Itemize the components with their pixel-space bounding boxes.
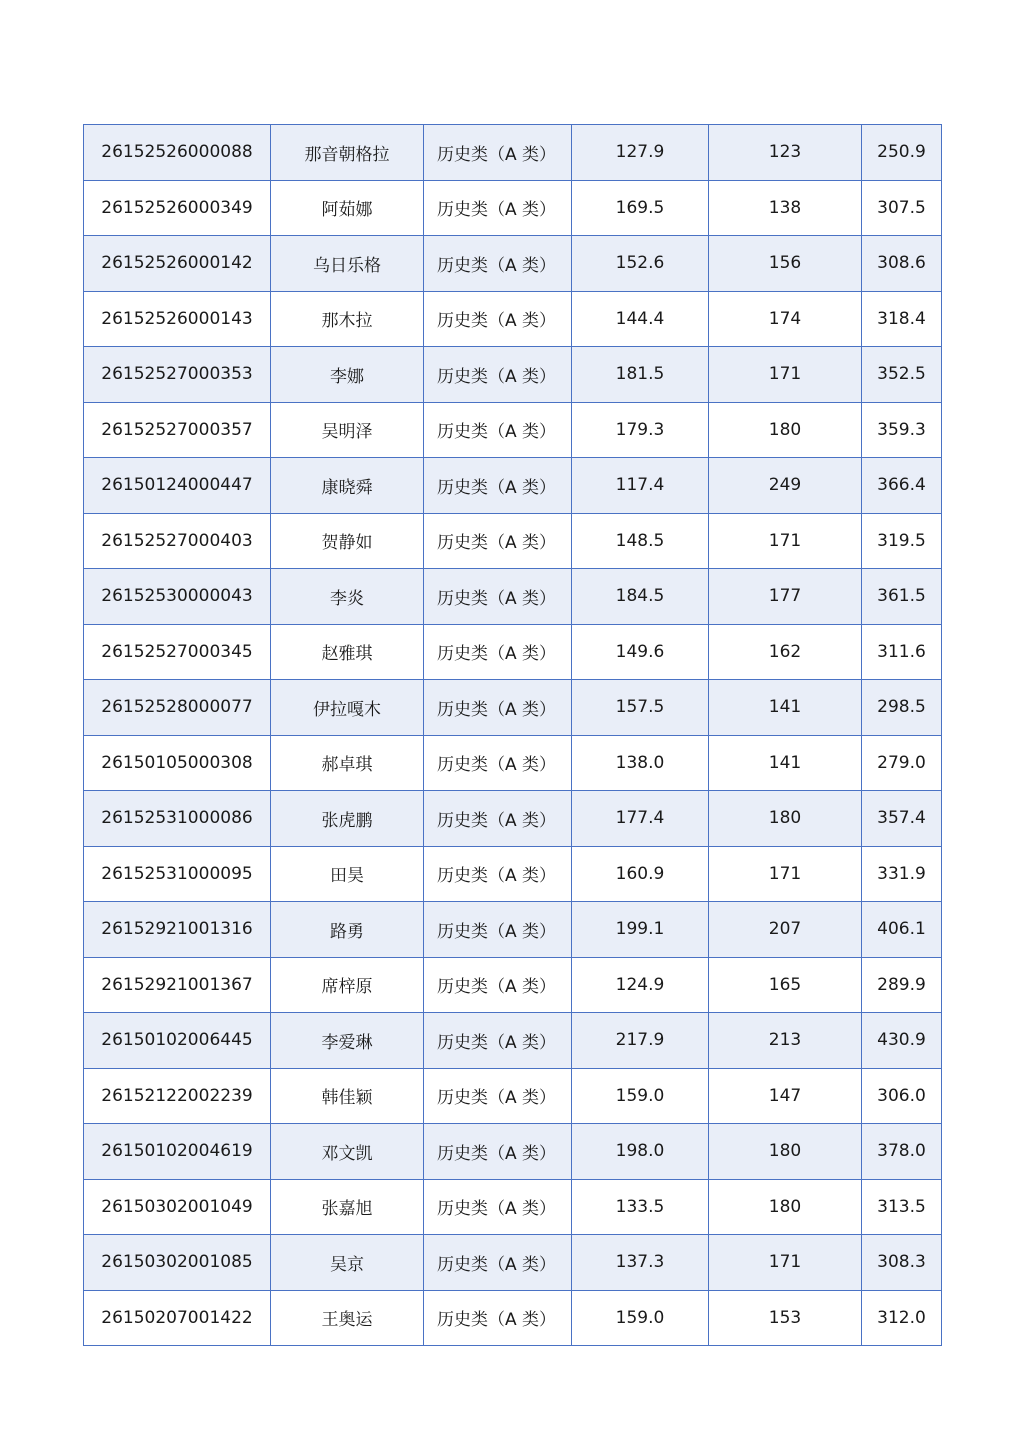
score-table [83, 124, 942, 1346]
total-score-cell: 352.5 [862, 347, 942, 403]
score-a-cell: 160.9 [572, 846, 709, 902]
total-score-cell: 361.5 [862, 569, 942, 625]
table-row [84, 1124, 942, 1180]
subject-category-cell: 历史类（A 类） [424, 1235, 572, 1291]
score-b-cell: 171 [709, 1235, 862, 1291]
score-b-cell: 123 [709, 125, 862, 181]
score-a-cell: 159.0 [572, 1290, 709, 1346]
exam-number-cell: 26152526000349 [84, 180, 271, 236]
subject-category-cell: 历史类（A 类） [424, 957, 572, 1013]
score-b-cell: 180 [709, 402, 862, 458]
subject-category-cell: 历史类（A 类） [424, 735, 572, 791]
exam-number-cell: 26152921001367 [84, 957, 271, 1013]
exam-number-cell: 26152530000043 [84, 569, 271, 625]
score-a-cell: 149.6 [572, 624, 709, 680]
score-a-cell: 138.0 [572, 735, 709, 791]
exam-number-cell: 26152527000357 [84, 402, 271, 458]
student-name-cell: 阿茹娜 [271, 180, 424, 236]
exam-number-cell: 26152527000345 [84, 624, 271, 680]
score-a-cell: 148.5 [572, 513, 709, 569]
exam-number-cell: 26152527000403 [84, 513, 271, 569]
score-b-cell: 147 [709, 1068, 862, 1124]
score-a-cell: 137.3 [572, 1235, 709, 1291]
table-row [84, 1013, 942, 1069]
score-b-cell: 171 [709, 846, 862, 902]
score-b-cell: 165 [709, 957, 862, 1013]
table-row [84, 1235, 942, 1291]
student-name-cell: 赵雅琪 [271, 624, 424, 680]
table-row [84, 791, 942, 847]
total-score-cell: 279.0 [862, 735, 942, 791]
subject-category-cell: 历史类（A 类） [424, 402, 572, 458]
score-a-cell: 181.5 [572, 347, 709, 403]
total-score-cell: 313.5 [862, 1179, 942, 1235]
total-score-cell: 430.9 [862, 1013, 942, 1069]
score-a-cell: 159.0 [572, 1068, 709, 1124]
student-name-cell: 田昊 [271, 846, 424, 902]
subject-category-cell: 历史类（A 类） [424, 1124, 572, 1180]
total-score-cell: 331.9 [862, 846, 942, 902]
score-a-cell: 117.4 [572, 458, 709, 514]
exam-number-cell: 26150102004619 [84, 1124, 271, 1180]
subject-category-cell: 历史类（A 类） [424, 624, 572, 680]
exam-number-cell: 26152526000142 [84, 236, 271, 292]
subject-category-cell: 历史类（A 类） [424, 1179, 572, 1235]
total-score-cell: 319.5 [862, 513, 942, 569]
score-b-cell: 162 [709, 624, 862, 680]
total-score-cell: 250.9 [862, 125, 942, 181]
exam-number-cell: 26150302001085 [84, 1235, 271, 1291]
score-b-cell: 213 [709, 1013, 862, 1069]
student-name-cell: 郝卓琪 [271, 735, 424, 791]
score-a-cell: 177.4 [572, 791, 709, 847]
total-score-cell: 406.1 [862, 902, 942, 958]
table-row [84, 236, 942, 292]
score-table-body [84, 125, 942, 1346]
table-row [84, 957, 942, 1013]
score-b-cell: 174 [709, 291, 862, 347]
student-name-cell: 张虎鹏 [271, 791, 424, 847]
table-row [84, 291, 942, 347]
table-row [84, 125, 942, 181]
total-score-cell: 307.5 [862, 180, 942, 236]
subject-category-cell: 历史类（A 类） [424, 1068, 572, 1124]
subject-category-cell: 历史类（A 类） [424, 347, 572, 403]
subject-category-cell: 历史类（A 类） [424, 569, 572, 625]
score-b-cell: 180 [709, 1124, 862, 1180]
score-a-cell: 144.4 [572, 291, 709, 347]
student-name-cell: 吴明泽 [271, 402, 424, 458]
score-a-cell: 152.6 [572, 236, 709, 292]
table-row [84, 1290, 942, 1346]
exam-number-cell: 26150124000447 [84, 458, 271, 514]
subject-category-cell: 历史类（A 类） [424, 291, 572, 347]
exam-number-cell: 26152526000088 [84, 125, 271, 181]
score-b-cell: 141 [709, 735, 862, 791]
total-score-cell: 366.4 [862, 458, 942, 514]
student-name-cell: 李炎 [271, 569, 424, 625]
table-row [84, 180, 942, 236]
table-row [84, 680, 942, 736]
table-row [84, 902, 942, 958]
student-name-cell: 康晓舜 [271, 458, 424, 514]
subject-category-cell: 历史类（A 类） [424, 846, 572, 902]
subject-category-cell: 历史类（A 类） [424, 125, 572, 181]
student-name-cell: 李娜 [271, 347, 424, 403]
table-row [84, 513, 942, 569]
total-score-cell: 308.6 [862, 236, 942, 292]
subject-category-cell: 历史类（A 类） [424, 236, 572, 292]
exam-number-cell: 26152122002239 [84, 1068, 271, 1124]
score-a-cell: 127.9 [572, 125, 709, 181]
total-score-cell: 308.3 [862, 1235, 942, 1291]
total-score-cell: 312.0 [862, 1290, 942, 1346]
student-name-cell: 席梓原 [271, 957, 424, 1013]
score-b-cell: 249 [709, 458, 862, 514]
score-b-cell: 153 [709, 1290, 862, 1346]
student-name-cell: 韩佳颖 [271, 1068, 424, 1124]
exam-number-cell: 26152527000353 [84, 347, 271, 403]
student-name-cell: 吴京 [271, 1235, 424, 1291]
subject-category-cell: 历史类（A 类） [424, 680, 572, 736]
score-a-cell: 124.9 [572, 957, 709, 1013]
exam-number-cell: 26152526000143 [84, 291, 271, 347]
subject-category-cell: 历史类（A 类） [424, 1013, 572, 1069]
exam-number-cell: 26152528000077 [84, 680, 271, 736]
score-a-cell: 217.9 [572, 1013, 709, 1069]
student-name-cell: 王奥运 [271, 1290, 424, 1346]
subject-category-cell: 历史类（A 类） [424, 513, 572, 569]
score-a-cell: 199.1 [572, 902, 709, 958]
score-a-cell: 179.3 [572, 402, 709, 458]
exam-number-cell: 26150102006445 [84, 1013, 271, 1069]
student-name-cell: 乌日乐格 [271, 236, 424, 292]
score-b-cell: 180 [709, 1179, 862, 1235]
table-row [84, 569, 942, 625]
table-row [84, 458, 942, 514]
total-score-cell: 378.0 [862, 1124, 942, 1180]
student-name-cell: 邓文凯 [271, 1124, 424, 1180]
score-a-cell: 133.5 [572, 1179, 709, 1235]
exam-number-cell: 26152921001316 [84, 902, 271, 958]
score-b-cell: 171 [709, 513, 862, 569]
total-score-cell: 306.0 [862, 1068, 942, 1124]
student-name-cell: 那音朝格拉 [271, 125, 424, 181]
total-score-cell: 289.9 [862, 957, 942, 1013]
score-a-cell: 169.5 [572, 180, 709, 236]
score-a-cell: 198.0 [572, 1124, 709, 1180]
score-b-cell: 207 [709, 902, 862, 958]
table-row [84, 1179, 942, 1235]
subject-category-cell: 历史类（A 类） [424, 1290, 572, 1346]
exam-number-cell: 26150207001422 [84, 1290, 271, 1346]
score-b-cell: 138 [709, 180, 862, 236]
exam-number-cell: 26150105000308 [84, 735, 271, 791]
score-b-cell: 156 [709, 236, 862, 292]
student-name-cell: 那木拉 [271, 291, 424, 347]
student-name-cell: 路勇 [271, 902, 424, 958]
student-name-cell: 伊拉嘎木 [271, 680, 424, 736]
total-score-cell: 298.5 [862, 680, 942, 736]
exam-number-cell: 26152531000095 [84, 846, 271, 902]
subject-category-cell: 历史类（A 类） [424, 458, 572, 514]
table-row [84, 402, 942, 458]
score-b-cell: 141 [709, 680, 862, 736]
table-row [84, 347, 942, 403]
score-a-cell: 157.5 [572, 680, 709, 736]
subject-category-cell: 历史类（A 类） [424, 791, 572, 847]
student-name-cell: 张嘉旭 [271, 1179, 424, 1235]
table-row [84, 624, 942, 680]
total-score-cell: 318.4 [862, 291, 942, 347]
student-name-cell: 贺静如 [271, 513, 424, 569]
total-score-cell: 357.4 [862, 791, 942, 847]
total-score-cell: 359.3 [862, 402, 942, 458]
total-score-cell: 311.6 [862, 624, 942, 680]
subject-category-cell: 历史类（A 类） [424, 902, 572, 958]
score-b-cell: 171 [709, 347, 862, 403]
student-name-cell: 李爱琳 [271, 1013, 424, 1069]
table-row [84, 1068, 942, 1124]
subject-category-cell: 历史类（A 类） [424, 180, 572, 236]
table-row [84, 846, 942, 902]
exam-number-cell: 26150302001049 [84, 1179, 271, 1235]
score-b-cell: 177 [709, 569, 862, 625]
score-b-cell: 180 [709, 791, 862, 847]
score-a-cell: 184.5 [572, 569, 709, 625]
table-row [84, 735, 942, 791]
exam-number-cell: 26152531000086 [84, 791, 271, 847]
